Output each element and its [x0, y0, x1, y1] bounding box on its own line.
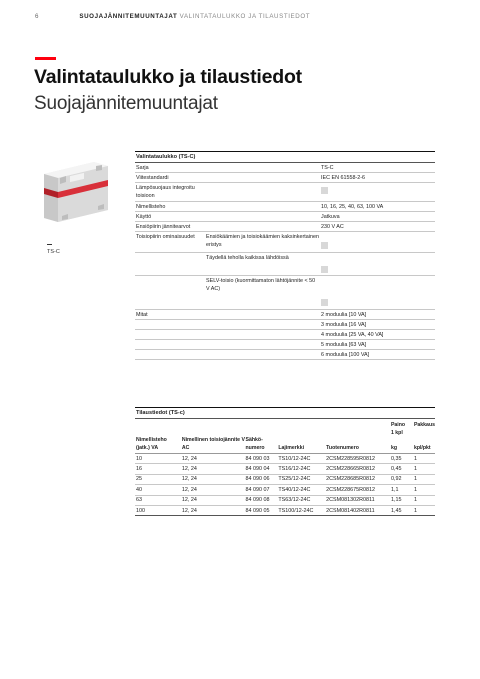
- checkbox-square: [321, 242, 328, 249]
- transformer-product-image: [36, 148, 116, 228]
- weight-unit: kg: [390, 445, 398, 451]
- dimension-value: 3 moduulia [16 VA]: [320, 320, 435, 330]
- cell-electrical-number: 84 090 03: [246, 454, 279, 464]
- row-sub-label: Ensiökäämien ja toisiokäämien kaksinkertainen eristys: [206, 232, 320, 253]
- row-value: [320, 232, 435, 253]
- cell-voltage: 12, 24: [182, 495, 246, 505]
- col-header-secondary-voltage: Nimellinen toisiojännite V AC: [182, 419, 246, 454]
- cell-product-number: 2CSM081402R0811: [326, 505, 391, 515]
- cell-type-code: TS100/12-24C: [278, 505, 326, 515]
- product-caption: [47, 244, 60, 255]
- row-label-text: Lämpösuojaus integroitu toisioon: [136, 185, 195, 199]
- cell-weight: 0,45: [391, 464, 414, 474]
- table-row: [135, 505, 435, 515]
- cell-weight: 1,45: [391, 505, 414, 515]
- checkbox-square: [321, 266, 328, 273]
- row-label: [135, 340, 320, 350]
- table-row: [135, 495, 435, 505]
- col-header-rated-power: Nimellisteho (jatk.) VA: [135, 419, 182, 454]
- cell-weight: 0,35: [391, 454, 414, 464]
- row-value: 10, 16, 25, 40, 63, 100 VA: [320, 202, 435, 212]
- cell-weight: 1,15: [391, 495, 414, 505]
- row-value: IEC EN 61558-2-6: [320, 173, 435, 183]
- dimension-value: 5 moduulia [63 VA]: [320, 340, 435, 350]
- cell-voltage: 12, 24: [182, 464, 246, 474]
- cell-weight: 1,1: [391, 485, 414, 495]
- cell-voltage: 12, 24: [182, 505, 246, 515]
- package-unit: kpl/pkt: [413, 445, 431, 451]
- row-value: Jatkuva: [320, 212, 435, 222]
- col-header-weight: [391, 419, 414, 454]
- cell-product-number: 2CSM228595R0812: [326, 454, 391, 464]
- row-label: [135, 320, 320, 330]
- cell-type-code: TS40/12-24C: [278, 485, 326, 495]
- cell-power: 10: [135, 454, 182, 464]
- cell-voltage: 12, 24: [182, 474, 246, 484]
- checkbox-square: [321, 187, 328, 194]
- row-label: Nimellisteho: [135, 202, 320, 212]
- row-label: Viitestandardi: [135, 173, 320, 183]
- product-caption-text: TS-C: [47, 249, 60, 255]
- page-subtitle: Suojajännitemuuntajat: [34, 93, 218, 114]
- col-header-electrical-number: Sähkö-numero: [246, 419, 279, 454]
- header-section: SUOJAJÄNNITEMUUNTAJAT: [79, 13, 178, 20]
- cell-package: 1: [414, 485, 435, 495]
- order-table-heading: Tilaustiedot (TS-c): [135, 408, 435, 419]
- cell-product-number: 2CSM228665R0812: [326, 464, 391, 474]
- cell-electrical-number: 84 090 06: [246, 474, 279, 484]
- cell-type-code: TS63/12-24C: [278, 495, 326, 505]
- selection-table: [135, 151, 435, 360]
- caption-dash: [47, 244, 52, 245]
- package-title: Pakkaus: [413, 422, 435, 428]
- col-header-product-number: Tuotenumero: [326, 419, 391, 454]
- selection-table-heading: Valintataulukko (TS-C): [135, 152, 435, 163]
- cell-electrical-number: 84 090 04: [246, 464, 279, 474]
- cell-power: 25: [135, 474, 182, 484]
- row-value: [320, 276, 435, 310]
- row-label: [135, 183, 320, 202]
- table-row: [135, 485, 435, 495]
- dimensions-label: Mitat: [135, 310, 320, 320]
- table-row: [135, 454, 435, 464]
- row-value: TS-C: [320, 163, 435, 173]
- dimension-value: 4 moduulia [25 VA, 40 VA]: [320, 330, 435, 340]
- cell-power: 100: [135, 505, 182, 515]
- row-label: [135, 276, 206, 310]
- table-row: [135, 474, 435, 484]
- col-header-package: [414, 419, 435, 454]
- cell-type-code: TS25/12-24C: [278, 474, 326, 484]
- order-table: [135, 407, 435, 516]
- cell-power: 16: [135, 464, 182, 474]
- cell-power: 40: [135, 485, 182, 495]
- dimension-value: 2 moduulia [10 VA]: [320, 310, 435, 320]
- row-value: [320, 253, 435, 276]
- cell-electrical-number: 84 090 07: [246, 485, 279, 495]
- cell-package: 1: [414, 454, 435, 464]
- cell-power: 63: [135, 495, 182, 505]
- cell-weight: 0,92: [391, 474, 414, 484]
- cell-voltage: 12, 24: [182, 454, 246, 464]
- row-value: [320, 183, 435, 202]
- row-label: Sarja: [135, 163, 320, 173]
- cell-package: 1: [414, 474, 435, 484]
- cell-product-number: 2CSM228685R0812: [326, 474, 391, 484]
- row-value: 230 V AC: [320, 222, 435, 232]
- row-label: Toisiopiirin ominaisuudet: [135, 232, 206, 253]
- row-label: [135, 350, 320, 360]
- dimension-value: 6 moduulia [100 VA]: [320, 350, 435, 360]
- row-sub-label: SELV-toisio (kuormittamaton lähtöjännite < 50 V AC): [206, 276, 320, 310]
- cell-electrical-number: 84 090 05: [246, 505, 279, 515]
- weight-title: Paino 1 kpl: [390, 422, 406, 436]
- checkbox-square: [321, 299, 328, 306]
- cell-electrical-number: 84 090 08: [246, 495, 279, 505]
- col-header-type-code: Lajimerkki: [278, 419, 326, 454]
- cell-type-code: TS10/12-24C: [278, 454, 326, 464]
- cell-package: 1: [414, 464, 435, 474]
- row-label: Käyttö: [135, 212, 320, 222]
- cell-type-code: TS16/12-24C: [278, 464, 326, 474]
- cell-voltage: 12, 24: [182, 485, 246, 495]
- row-label: [135, 330, 320, 340]
- cell-product-number: 2CSM228675R0812: [326, 485, 391, 495]
- cell-package: 1: [414, 495, 435, 505]
- page-title: Valintataulukko ja tilaustiedot: [34, 66, 302, 88]
- row-label: [135, 253, 206, 276]
- row-label: Ensiöpiirin jännitearvot: [135, 222, 320, 232]
- header-subsection: VALINTATAULUKKO JA TILAUSTIEDOT: [179, 13, 311, 20]
- table-row: [135, 464, 435, 474]
- row-sub-label: Täydellä teholla kaikissa lähdöissä: [206, 253, 320, 276]
- page-number: 6: [35, 13, 40, 20]
- running-header: [35, 13, 310, 20]
- cell-product-number: 2CSM081302R0811: [326, 495, 391, 505]
- cell-package: 1: [414, 505, 435, 515]
- accent-bar: [35, 57, 56, 60]
